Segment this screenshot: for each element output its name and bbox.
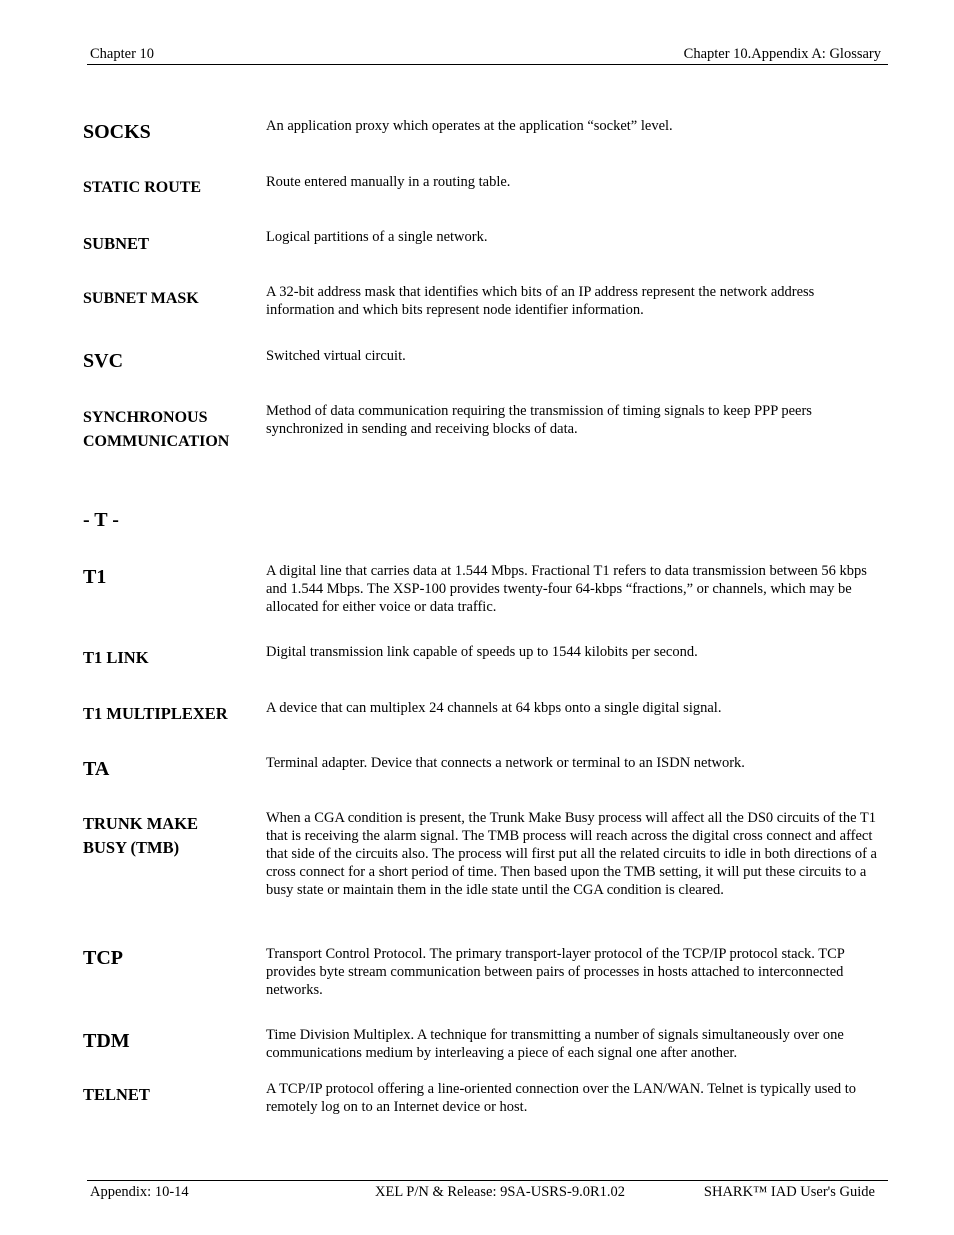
term-tcp: TCP [83, 947, 123, 969]
definition-subnet: Logical partitions of a single network. [266, 229, 488, 245]
definition-subnet-mask: A 32-bit address mask that identifies which bits of an IP address represent the network address information and which bits represent node identifier information. [266, 284, 815, 318]
footer-page-number: Appendix: 10-14 [90, 1184, 189, 1200]
definition-svc: Switched virtual circuit. [266, 348, 406, 364]
section-heading-t: - T - [83, 509, 119, 531]
definition-tdm: Time Division Multiplex. A technique for transmitting a number of signals simultaneously over one communications medium by interleaving a piece of each signal one after another. [266, 1027, 844, 1061]
definition-t1-link: Digital transmission link capable of speeds up to 1544 kilobits per second. [266, 644, 698, 660]
term-t1-link: T1 LINK [83, 648, 149, 667]
header-chapter: Chapter 10 [90, 46, 155, 62]
term-static-route: STATIC ROUTE [83, 179, 202, 196]
term-socks: SOCKS [83, 121, 151, 143]
term-tdm: TDM [83, 1030, 130, 1052]
term-subnet: SUBNET [83, 234, 150, 253]
footer-guide-title: SHARK™ IAD User's Guide [703, 1184, 875, 1200]
term-t1-multiplexer: T1 MULTIPLEXER [83, 704, 228, 723]
definition-tcp: Transport Control Protocol. The primary transport-layer protocol of the TCP/IP protocol stack. TCP provides byte stream communication between pairs of processes in hosts attached to interconnected networks. [266, 946, 845, 998]
term-synchronous-communication: SYNCHRONOUS COMMUNICATION [83, 409, 230, 450]
definition-socks: An application proxy which operates at the application “socket” level. [266, 118, 673, 134]
term-trunk-make-busy: TRUNK MAKE BUSY (TMB) [83, 814, 199, 857]
definition-trunk-make-busy: When a CGA condition is present, the Trunk Make Busy process will affect all the DS0 circuits of the T1 that is receiving the alarm signal. The TMB process will reach across the digital cross connect and affect that side of the circuits also. The process will first put all the related circuits to idle in both directions of a cross connect for a short period of time. Then based upon the TMB setting, it will put these circuits to a busy state or maintain them in the idle state until the CGA condition is cleared. [266, 810, 877, 898]
definition-telnet: A TCP/IP protocol offering a line-oriented connection over the LAN/WAN. Telnet is typically used to remotely log on to an Internet device or host. [266, 1081, 857, 1115]
page-header [87, 44, 888, 65]
term-ta: TA [83, 758, 110, 780]
footer-release: XEL P/N & Release: 9SA-USRS-9.0R1.02 [375, 1184, 625, 1200]
term-telnet: TELNET [83, 1085, 150, 1104]
definition-t1: A digital line that carries data at 1.544 Mbps. Fractional T1 refers to data transmission between 56 kbps and 1.544 Mbps. The XSP-100 provides twenty-four 64-kbps “fractions,” or channels, which may be allocated for either voice or data traffic. [266, 563, 867, 615]
term-svc: SVC [83, 350, 124, 372]
page-footer [87, 1180, 888, 1203]
term-subnet-mask: SUBNET MASK [83, 290, 199, 307]
definition-t1-multiplexer: A device that can multiplex 24 channels at 64 kbps onto a single digital signal. [266, 700, 722, 716]
term-t1: T1 [83, 566, 107, 588]
header-section-title: Chapter 10.Appendix A: Glossary [683, 46, 881, 62]
definition-static-route: Route entered manually in a routing table. [266, 174, 511, 190]
definition-synchronous-communication: Method of data communication requiring the transmission of timing signals to keep PPP peers synchronized in sending and receiving blocks of data. [266, 403, 812, 437]
definition-ta: Terminal adapter. Device that connects a network or terminal to an ISDN network. [266, 755, 745, 771]
